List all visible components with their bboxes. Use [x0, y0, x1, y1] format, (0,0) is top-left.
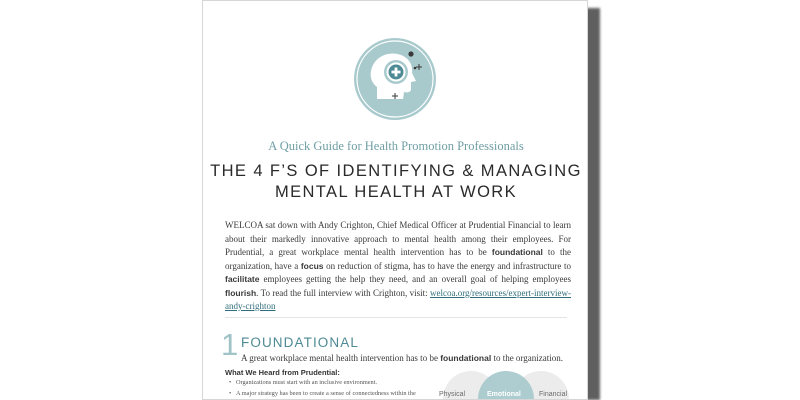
- intro-text: on reduction of stigma, has to have the energy and infrastructure to: [323, 260, 571, 271]
- section-sub-keyword: foundational: [440, 353, 492, 363]
- title-line-1: THE 4 F’S OF IDENTIFYING & MANAGING: [210, 162, 582, 180]
- venn-label-financial: Financial: [539, 391, 568, 398]
- intro-text: . To read the full interview with Crighton, visit:: [256, 287, 430, 298]
- title-line-2: MENTAL HEALTH AT WORK: [274, 183, 518, 201]
- venn-label-emotional: Emotional: [487, 391, 521, 398]
- interview-link[interactable]: welcoa.org/resources/expert-interview-andy-crighton: [225, 287, 571, 311]
- heard-list: [229, 377, 439, 399]
- section-heading: FOUNDATIONAL: [241, 335, 359, 350]
- keyword-focus: focus: [300, 260, 324, 271]
- section-sub-text: A great workplace mental health intervention has to be: [241, 353, 441, 363]
- intro-text: to the organization, have a: [225, 247, 571, 271]
- venn-label-physical: Physical: [439, 391, 466, 398]
- section-number: 1: [221, 327, 239, 362]
- venn-diagram: [431, 369, 581, 400]
- heard-label: What We Heard from Prudential:: [225, 368, 340, 377]
- keyword-facilitate: facilitate: [225, 274, 260, 284]
- intro-paragraph: [225, 219, 571, 314]
- list-item: • A major strategy has been to create a sense of connectedness within the: [229, 388, 439, 399]
- section-divider: [225, 317, 567, 318]
- document-subtitle: A Quick Guide for Health Promotion Professionals: [268, 139, 524, 153]
- intro-text: WELCOA sat down with Andy Crighton, Chief Medical Officer at Prudential Financial to learn about their markedly innovative approach to mental health among their employees. For Prudential, a great workplace mental health intervention has to be: [225, 220, 571, 257]
- keyword-foundational: foundational: [491, 247, 543, 257]
- section-subheading: [241, 353, 563, 363]
- section-sub-text: to the organization.: [491, 353, 564, 363]
- intro-text: employees getting the help they need, and an overall goal of helping employees: [259, 274, 571, 284]
- keyword-flourish: flourish: [225, 287, 257, 298]
- head-plus-icon: [353, 37, 437, 121]
- list-item: • Organizations must start with an inclusive environment.: [229, 377, 439, 388]
- document-page: [202, 0, 588, 400]
- document-title: [203, 161, 588, 203]
